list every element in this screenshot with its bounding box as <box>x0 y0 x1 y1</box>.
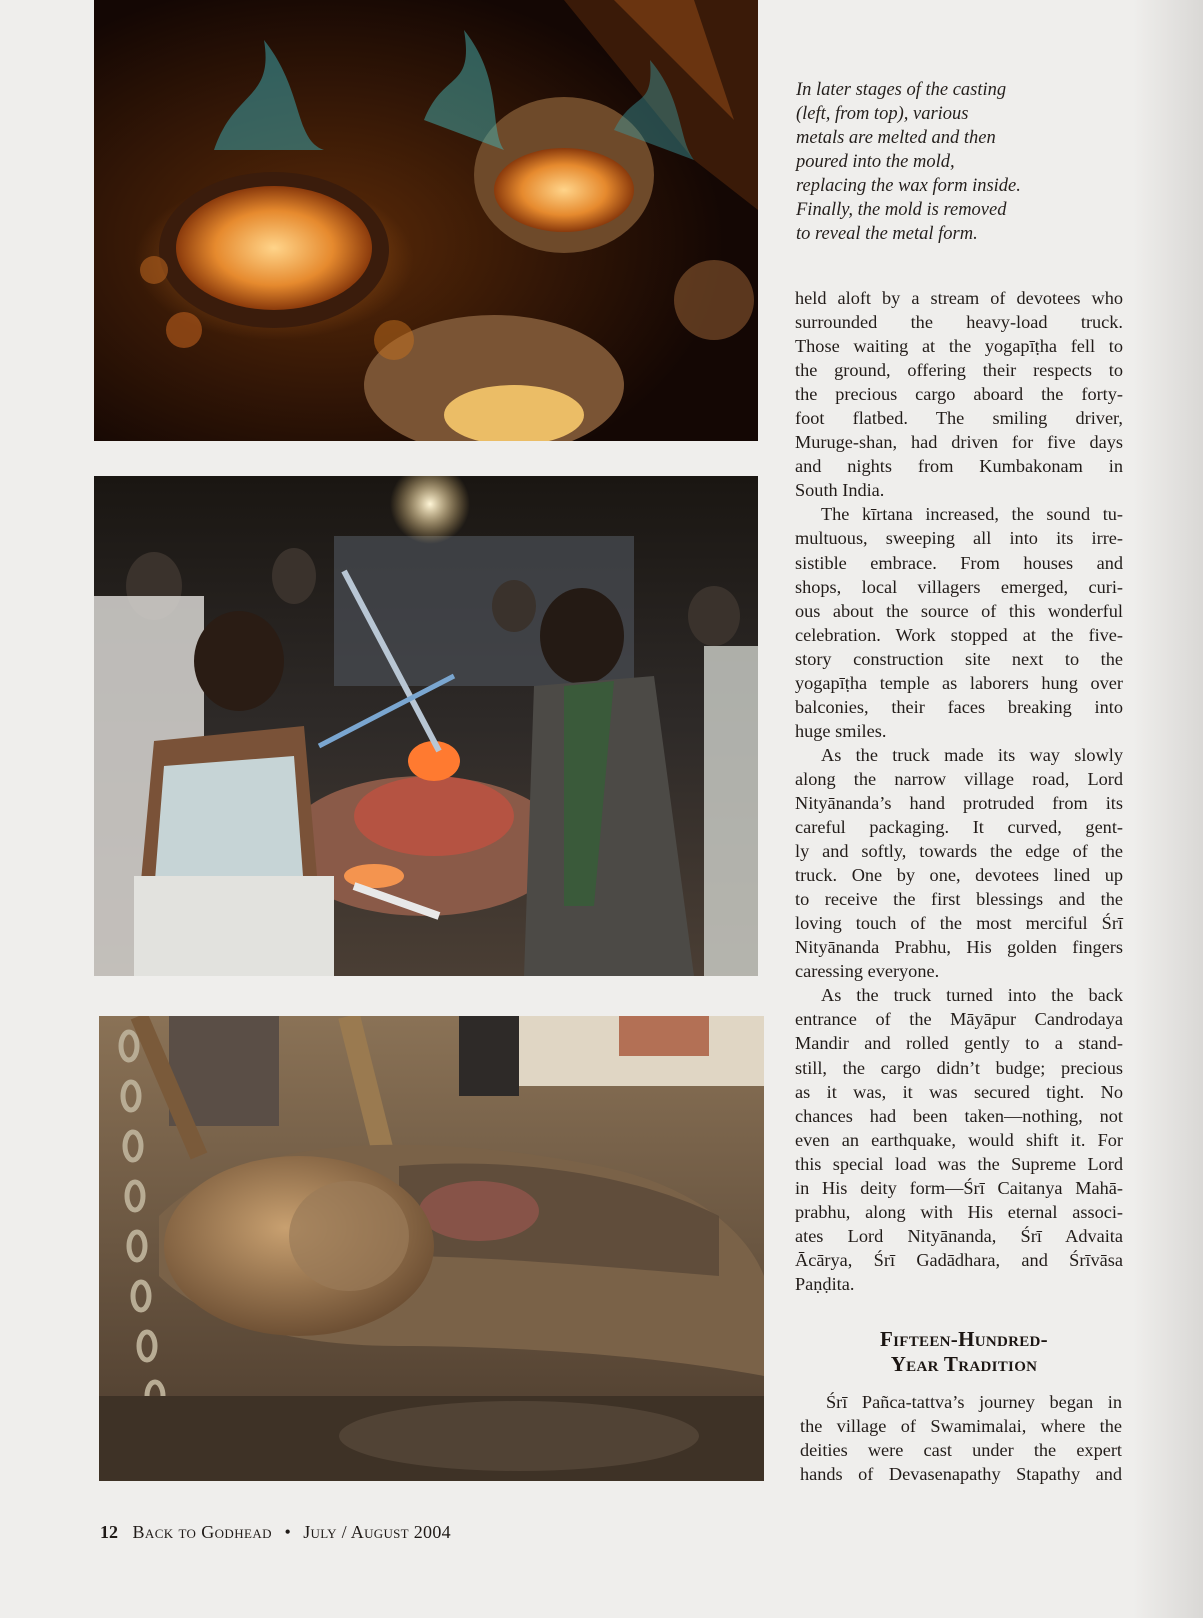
article-body <box>795 286 1123 1296</box>
article-line: this special load was the Supreme Lord <box>795 1153 1123 1174</box>
article-line: foot flatbed. The smiling driver, <box>795 408 1123 429</box>
caption-line: metals are melted and then <box>796 128 996 148</box>
article-line: South India. <box>795 480 885 501</box>
photo-pouring-metal <box>94 476 758 976</box>
caption-line: In later stages of the casting <box>796 80 1007 100</box>
section-heading-line-2: Year Tradition <box>890 1352 1038 1376</box>
article-line: to receive the first blessings and the <box>795 889 1123 910</box>
article-line: entrance of the Māyāpur Candrodaya <box>795 1009 1123 1030</box>
article-line: As the truck turned into the back <box>821 985 1123 1006</box>
page-edge-shadow <box>1133 0 1203 1618</box>
article-line: loving touch of the most merciful Śrī <box>795 913 1123 934</box>
article-line: chances had been taken—nothing, not <box>795 1105 1123 1126</box>
article-line: ates Lord Nityānanda, Śrī Advaita <box>795 1225 1123 1246</box>
article-line: Ācārya, Śrī Gadādhara, and Śrīvāsa <box>795 1249 1123 1270</box>
article-line: and nights from Kumbakonam in <box>795 456 1123 477</box>
article-line: deities were cast under the expert <box>800 1440 1122 1461</box>
photo-deity-form-revealed <box>99 1016 764 1481</box>
article-line: Paṇḍita. <box>795 1273 855 1294</box>
article-line: the village of Swamimalai, where the <box>800 1416 1122 1437</box>
article-line: even an earthquake, would shift it. For <box>795 1129 1123 1150</box>
article-line: ly and softly, towards the edge of the <box>795 841 1123 862</box>
article-line: still, the cargo didn’t budge; precious <box>795 1057 1123 1078</box>
article-line: surrounded the heavy-load truck. <box>795 312 1123 333</box>
article-line: yogapīṭha temple as laborers hung over <box>795 672 1123 693</box>
article-line: Śrī Pañca-tattva’s journey began in <box>826 1392 1122 1412</box>
caption-line: Finally, the mold is removed <box>796 200 1007 220</box>
article-continuation <box>800 1390 1122 1486</box>
article-line: caressing everyone. <box>795 961 940 982</box>
page-footer <box>100 1522 451 1543</box>
magazine-title: Back to Godhead <box>132 1522 272 1542</box>
caption-line: poured into the mold, <box>796 152 955 172</box>
article-line: along the narrow village road, Lord <box>795 768 1123 789</box>
footer-separator: • <box>284 1522 291 1542</box>
article-line: careful packaging. It curved, gent- <box>795 817 1123 838</box>
article-line: as it was, it was secured tight. No <box>795 1081 1123 1102</box>
issue-date: July / August 2004 <box>303 1522 451 1542</box>
article-line: multuous, sweeping all into its irre- <box>795 528 1123 549</box>
section-heading <box>800 1327 1128 1377</box>
article-line: ous about the source of this wonderful <box>795 600 1123 621</box>
section-heading-line-1: Fifteen-Hundred- <box>880 1327 1048 1351</box>
article-line: balconies, their faces breaking into <box>795 696 1123 717</box>
article-line: As the truck made its way slowly <box>821 744 1123 765</box>
article-line: sistible embrace. From houses and <box>795 552 1123 573</box>
article-line: prabhu, along with His eternal associ- <box>795 1201 1123 1222</box>
article-line: Nityānanda Prabhu, His golden fingers <box>795 937 1123 958</box>
article-line: The kīrtana increased, the sound tu- <box>821 504 1123 525</box>
photo-crucibles-in-fire <box>94 0 758 441</box>
article-line: Muruge-shan, had driven for five days <box>795 432 1123 453</box>
article-line: truck. One by one, devotees lined up <box>795 865 1123 886</box>
article-line: hands of Devasenapathy Stapathy and <box>800 1464 1122 1485</box>
caption-line: (left, from top), various <box>796 104 969 124</box>
article-line: story construction site next to the <box>795 648 1123 669</box>
article-line: the ground, offering their respects to <box>795 360 1123 381</box>
photo-caption <box>796 78 1086 246</box>
article-line: in His deity form—Śrī Caitanya Mahā- <box>795 1177 1123 1198</box>
article-line: shops, local villagers emerged, curi- <box>795 576 1123 597</box>
caption-line: to reveal the metal form. <box>796 224 978 244</box>
article-line: Nityānanda’s hand protruded from its <box>795 792 1123 813</box>
caption-line: replacing the wax form inside. <box>796 176 1021 196</box>
article-line: the precious cargo aboard the forty- <box>795 384 1123 405</box>
page-number: 12 <box>100 1522 118 1542</box>
article-line: huge smiles. <box>795 720 887 741</box>
article-line: celebration. Work stopped at the five- <box>795 624 1123 645</box>
article-line: Those waiting at the yogapīṭha fell to <box>795 336 1123 357</box>
article-line: held aloft by a stream of devotees who <box>795 288 1123 308</box>
article-line: Mandir and rolled gently to a stand- <box>795 1033 1123 1054</box>
